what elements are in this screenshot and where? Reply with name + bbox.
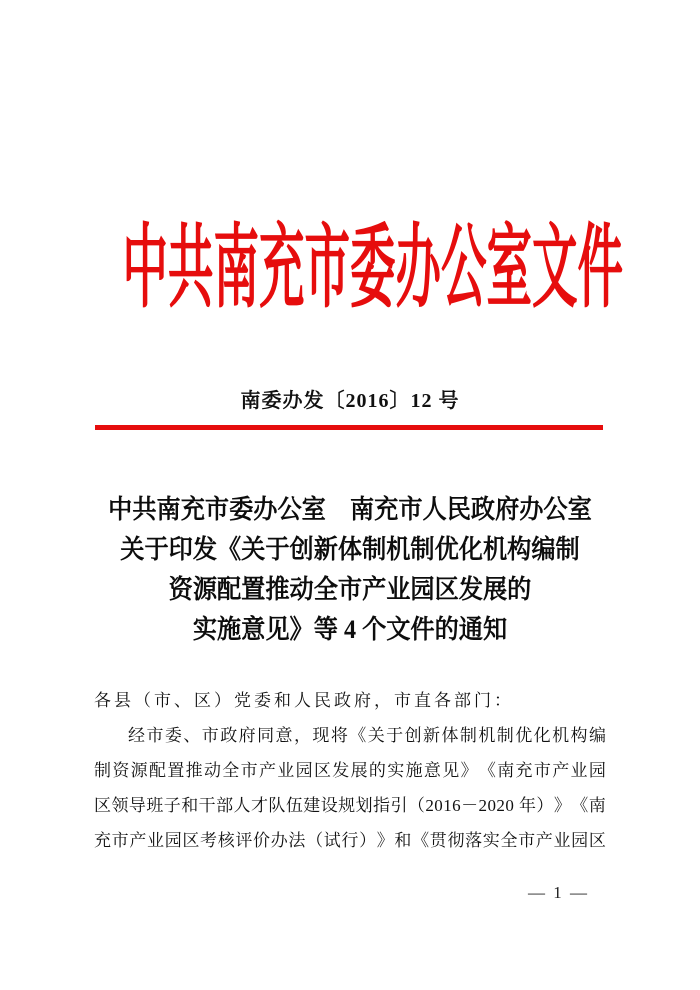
header-divider-line [95, 425, 603, 430]
body-paragraph-line: 经 市 委 、 市 政 府 同 意 ， 现 将 《 关 于 创 新 体 制 机 制 优 化 机 构 编 [128, 726, 606, 745]
body-paragraph-line: 区 领 导 班 子 和 干 部 人 才 队 伍 建 设 规 划 指 引 （ 2 0 1 6 － 2 0 2 0 年 ） 》 《 南 [94, 796, 606, 815]
title-line-2: 关于印发《关于创新体制机制优化机构编制 [120, 535, 580, 564]
title-line-3: 资源配置推动全市产业园区发展的 [168, 575, 532, 604]
title-line-4: 实施意见》等 4 个文件的通知 [192, 615, 508, 644]
body-salutation: 各县（市、区）党委和人民政府，市直各部门： [94, 691, 514, 710]
document-body [94, 683, 606, 858]
document-title [25, 490, 676, 650]
body-paragraph-line: 制 资 源 配 置 推 动 全 市 产 业 园 区 发 展 的 实 施 意 见 》 《 南 充 市 产 业 园 [94, 761, 606, 780]
page-number: — 1 — [528, 883, 589, 902]
body-paragraph-line: 充 市 产 业 园 区 考 核 评 价 办 法 （ 试 行 ） 》 和 《 贯 彻 落 实 全 市 产 业 园 区 [94, 831, 606, 850]
document-masthead-title: 中共南充市委办公室文件 [122, 219, 624, 320]
document-number: 南委办发〔2016〕12 号 [240, 390, 460, 412]
title-line-1: 中共南充市委办公室 南充市人民政府办公室 [108, 495, 592, 524]
